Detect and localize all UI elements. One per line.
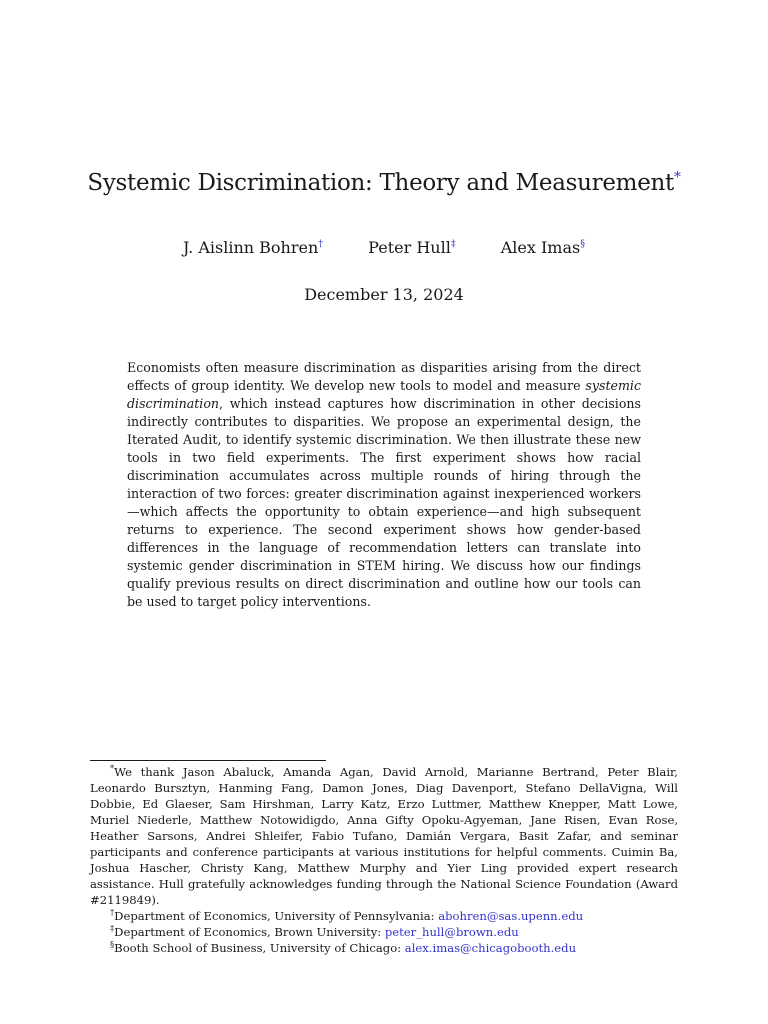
footnote-divider <box>90 760 326 761</box>
footnote-affiliation-1 <box>90 908 678 924</box>
email-link[interactable]: alex.imas@chicagobooth.edu <box>404 941 577 955</box>
footnote-acknowledgements <box>90 764 678 908</box>
author-footnote-mark[interactable]: † <box>318 238 324 250</box>
email-link[interactable]: peter_hull@brown.edu <box>384 925 519 939</box>
abstract-text-1: Economists often measure discrimination as disparities arising from the direct effects of group identity. We develop new tools to model and measure <box>127 360 641 393</box>
footnote-symbol: † <box>110 907 115 918</box>
abstract-emphasis: systemic discrimination <box>127 378 641 411</box>
author-3 <box>501 238 585 257</box>
author-footnote-mark[interactable]: ‡ <box>450 238 456 250</box>
footnote-text: We thank Jason Abaluck, Amanda Agan, David Arnold, Marianne Bertrand, Peter Blair, Leonardo Bursztyn, Hanming Fang, Damon Jones, Diag Davenport, Stefano DellaVigna, Will Dobbie, Ed Glaeser, Sam Hirshman, Larry Katz, Erzo Luttmer, Matthew Knepper, Matt Lowe, Muriel Niederle, Matthew Notowidigdo, Anna Gifty Opoku-Agyeman, Jane Risen, Evan Rose, Heather Sarsons, Andrei Shleifer, Fabio Tufano, Damián Vergara, Basit Zafar, and seminar participants and conference participants at various institutions for helpful comments. Cuimin Ba, Joshua Hascher, Christy Kang, Matthew Murphy and Yier Ling provided expert research assistance. Hull gratefully acknowledges funding through the National Science Foundation (Award #2119849). <box>90 765 678 907</box>
publication-date: December 13, 2024 <box>304 285 464 304</box>
author-2 <box>368 238 455 257</box>
email-link[interactable]: abohren@sas.upenn.edu <box>438 909 584 923</box>
footnote-affiliation-2 <box>90 924 678 940</box>
author-list <box>0 238 768 257</box>
abstract <box>127 359 641 611</box>
paper-title-text: Systemic Discrimination: Theory and Measurement <box>87 170 674 196</box>
footnote-symbol: ‡ <box>110 923 115 934</box>
abstract-text-2: , which instead captures how discrimination in other decisions indirectly contributes to disparities. We propose an experimental design, the Iterated Audit, to identify systemic discrimination. We then illustrate these new tools in two field experiments. The first experiment shows how racial discrimination accumulates across multiple rounds of hiring through the interaction of two forces: greater discrimination against inexperienced workers—which affects the opportunity to obtain experience—and high subsequent returns to experience. The second experiment shows how gender-based differences in the language of recommendation letters can translate into systemic gender discrimination in STEM hiring. We discuss how our findings qualify previous results on direct discrimination and outline how our tools can be used to target policy interventions. <box>127 396 641 609</box>
author-name: J. Aislinn Bohren <box>183 238 319 257</box>
footnote-affiliation-3 <box>90 940 678 956</box>
affiliation-text: Booth School of Business, University of Chicago: <box>114 941 405 955</box>
footnotes <box>90 764 678 956</box>
affiliation-text: Department of Economics, University of Pennsylvania: <box>114 909 439 923</box>
author-name: Peter Hull <box>368 238 451 257</box>
paper-title <box>0 170 768 196</box>
footnote-symbol: * <box>110 763 115 774</box>
author-footnote-mark[interactable]: § <box>580 238 585 250</box>
author-1 <box>183 238 323 257</box>
title-footnote-mark[interactable]: * <box>673 169 681 186</box>
author-name: Alex Imas <box>500 238 581 257</box>
footnote-symbol: § <box>110 939 115 950</box>
affiliation-text: Department of Economics, Brown University: <box>114 925 385 939</box>
